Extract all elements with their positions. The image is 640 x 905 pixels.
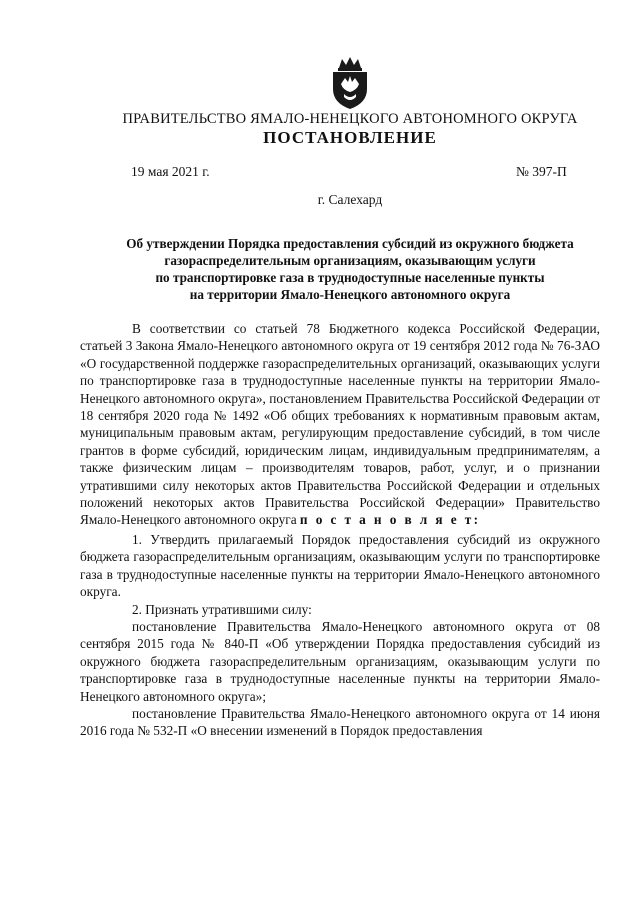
decree-item: 2. Признать утратившими силу: — [132, 601, 312, 617]
decree-word: п о с т а н о в л я е т: — [299, 512, 481, 528]
decree-items — [80, 531, 600, 740]
subject-line: на территории Ямало-Ненецкого автономного округа — [189, 287, 511, 302]
government-name: ПРАВИТЕЛЬСТВО ЯМАЛО-НЕНЕЦКОГО АВТОНОМНОГО ОКРУГА — [122, 111, 578, 127]
decree-item: постановление Правительства Ямало-Ненецкого автономного округа от 08 сентября 2015 года № 840-П «Об утверждении Порядка предоставления субсидий из окружного бюджета газораспределительным организациям, оказывающим услуги по транспортировке газа в труднодоступные населенные пункты на территории Ямало-Ненецкого автономного округа»; — [80, 619, 600, 704]
document-subject — [80, 235, 620, 303]
decree-item: 1. Утвердить прилагаемый Порядок предоставления субсидий из окружного бюджета газораспределительным организациям, оказывающим услуги по транспортировке газа в труднодоступные населенные пункты на территории Ямало-Ненецкого автономного округа. — [80, 532, 600, 600]
document-date: 19 мая 2021 г. — [131, 164, 210, 179]
preamble-text: В соответствии со статьей 78 Бюджетного кодекса Российской Федерации, статьей 3 Закона Ямало-Ненецкого автономного округа от 19 сентября 2012 года № 76-ЗАО «О государственной поддержке газораспределительных организаций, оказывающих услуги по транспортировке газа в труднодоступные населенные пункты на территории Ямало-Ненецкого автономного округа», постановлением Правительства Российской Федерации от 18 сентября 2020 года № 1492 «Об общих требованиях к нормативным правовым актам, муниципальным правовым актам, регулирующим предоставление субсидий, в том числе грантов в форме субсидий, юридическим лицам, индивидуальным предпринимателям, а также физическим лицам – производителям товаров, работ, услуг, и о признании утратившими силу некоторых актов Правительства Российской Федерации и отдельных положений некоторых актов Правительства Российской Федерации» Правительство Ямало-Ненецкого автономного округа — [80, 321, 600, 528]
subject-line: Об утверждении Порядка предоставления субсидий из окружного бюджета — [126, 236, 574, 251]
document-type: ПОСТАНОВЛЕНИЕ — [263, 128, 437, 147]
document-number: № 397-П — [516, 164, 567, 179]
subject-line: по транспортировке газа в труднодоступные населенные пункты — [155, 270, 545, 285]
preamble-paragraph — [80, 320, 600, 529]
subject-line: газораспределительным организациям, оказывающим услуги — [164, 253, 536, 268]
document-city: г. Салехард — [317, 192, 383, 207]
decree-item: постановление Правительства Ямало-Ненецкого автономного округа от 14 июня 2016 года № 532-П «О внесении изменений в Порядок предоставления — [80, 706, 600, 739]
coat-of-arms-icon — [327, 56, 373, 110]
